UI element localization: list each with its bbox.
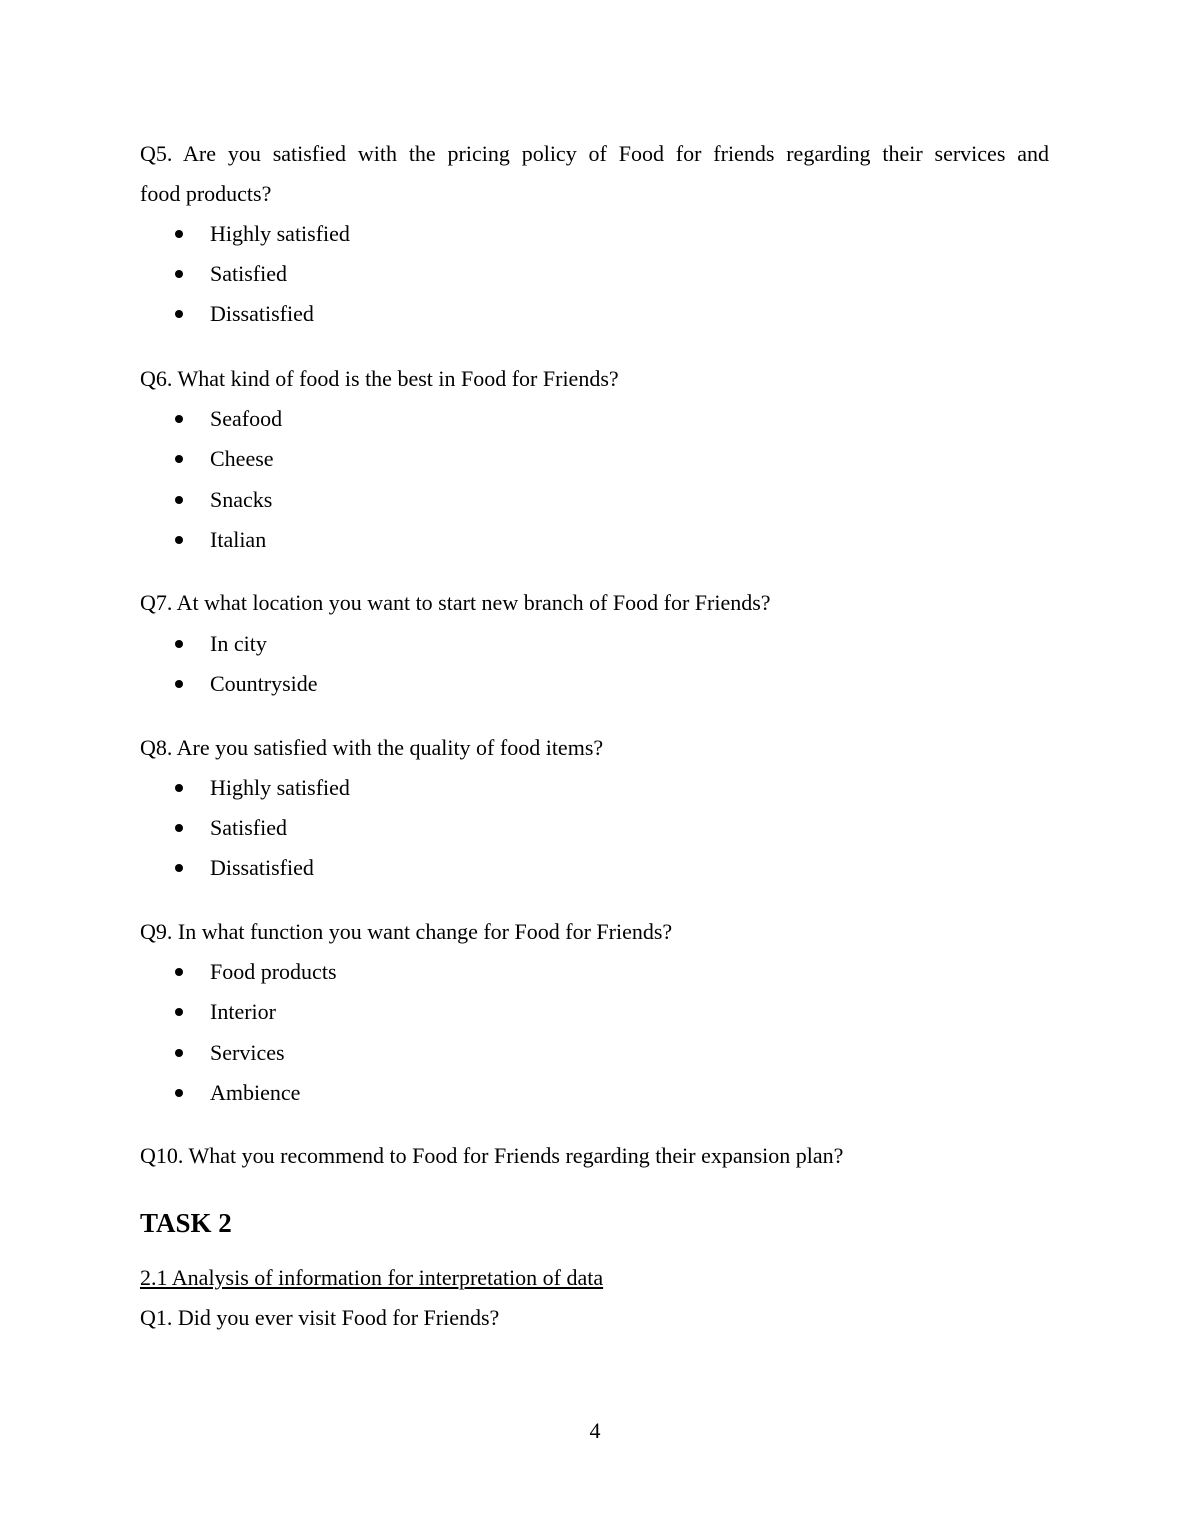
bullet-icon (175, 270, 183, 278)
page-number: 4 (589, 1418, 601, 1443)
list-item (172, 487, 273, 513)
question-q6: Q6. What kind of food is the best in Food for Friends? (140, 366, 619, 391)
bullet-icon (175, 536, 183, 544)
list-item (172, 301, 314, 327)
question-q5-line1: Q5. Are you satisfied with the pricing policy of Food for friends regarding their services and (140, 141, 1049, 166)
option-label: Italian (210, 527, 267, 552)
option-label: Highly satisfied (210, 775, 350, 800)
section-heading: TASK 2 (140, 1208, 232, 1238)
option-label: Cheese (210, 446, 274, 471)
bullet-icon (175, 680, 183, 688)
list-item (172, 999, 276, 1025)
bullet-icon (175, 496, 183, 504)
bullet-icon (175, 455, 183, 463)
list-item (172, 1080, 301, 1106)
list-item (172, 1040, 285, 1066)
bullet-icon (175, 1008, 183, 1016)
option-label: Food products (210, 959, 337, 984)
bullet-icon (175, 230, 183, 238)
subsection-heading: 2.1 Analysis of information for interpretation of data (140, 1265, 604, 1290)
list-item (172, 527, 267, 553)
question-q9: Q9. In what function you want change for Food for Friends? (140, 919, 673, 944)
option-label: Satisfied (210, 261, 287, 286)
option-label: Ambience (210, 1080, 301, 1105)
bullet-icon (175, 864, 183, 872)
list-item (172, 631, 267, 657)
question-task2-q1: Q1. Did you ever visit Food for Friends? (140, 1305, 500, 1330)
list-item (172, 261, 287, 287)
question-q10: Q10. What you recommend to Food for Friends regarding their expansion plan? (140, 1143, 844, 1168)
bullet-icon (175, 824, 183, 832)
list-item (172, 671, 318, 697)
option-label: Services (210, 1040, 285, 1065)
list-item (172, 959, 337, 985)
option-label: Satisfied (210, 815, 287, 840)
list-item (172, 221, 350, 247)
question-q8: Q8. Are you satisfied with the quality of food items? (140, 735, 604, 760)
list-item (172, 855, 314, 881)
bullet-icon (175, 1049, 183, 1057)
option-label: Dissatisfied (210, 301, 314, 326)
question-q5-line2: food products? (140, 181, 272, 206)
option-label: Seafood (210, 406, 283, 431)
option-label: Snacks (210, 487, 273, 512)
bullet-icon (175, 415, 183, 423)
option-label: Countryside (210, 671, 318, 696)
bullet-icon (175, 1089, 183, 1097)
option-label: Dissatisfied (210, 855, 314, 880)
bullet-icon (175, 640, 183, 648)
bullet-icon (175, 784, 183, 792)
list-item (172, 775, 350, 801)
bullet-icon (175, 968, 183, 976)
bullet-icon (175, 310, 183, 318)
list-item (172, 406, 283, 432)
list-item (172, 815, 287, 841)
list-item (172, 446, 274, 472)
option-label: In city (210, 631, 267, 656)
question-q7: Q7. At what location you want to start new branch of Food for Friends? (140, 590, 771, 615)
option-label: Highly satisfied (210, 221, 350, 246)
option-label: Interior (210, 999, 276, 1024)
